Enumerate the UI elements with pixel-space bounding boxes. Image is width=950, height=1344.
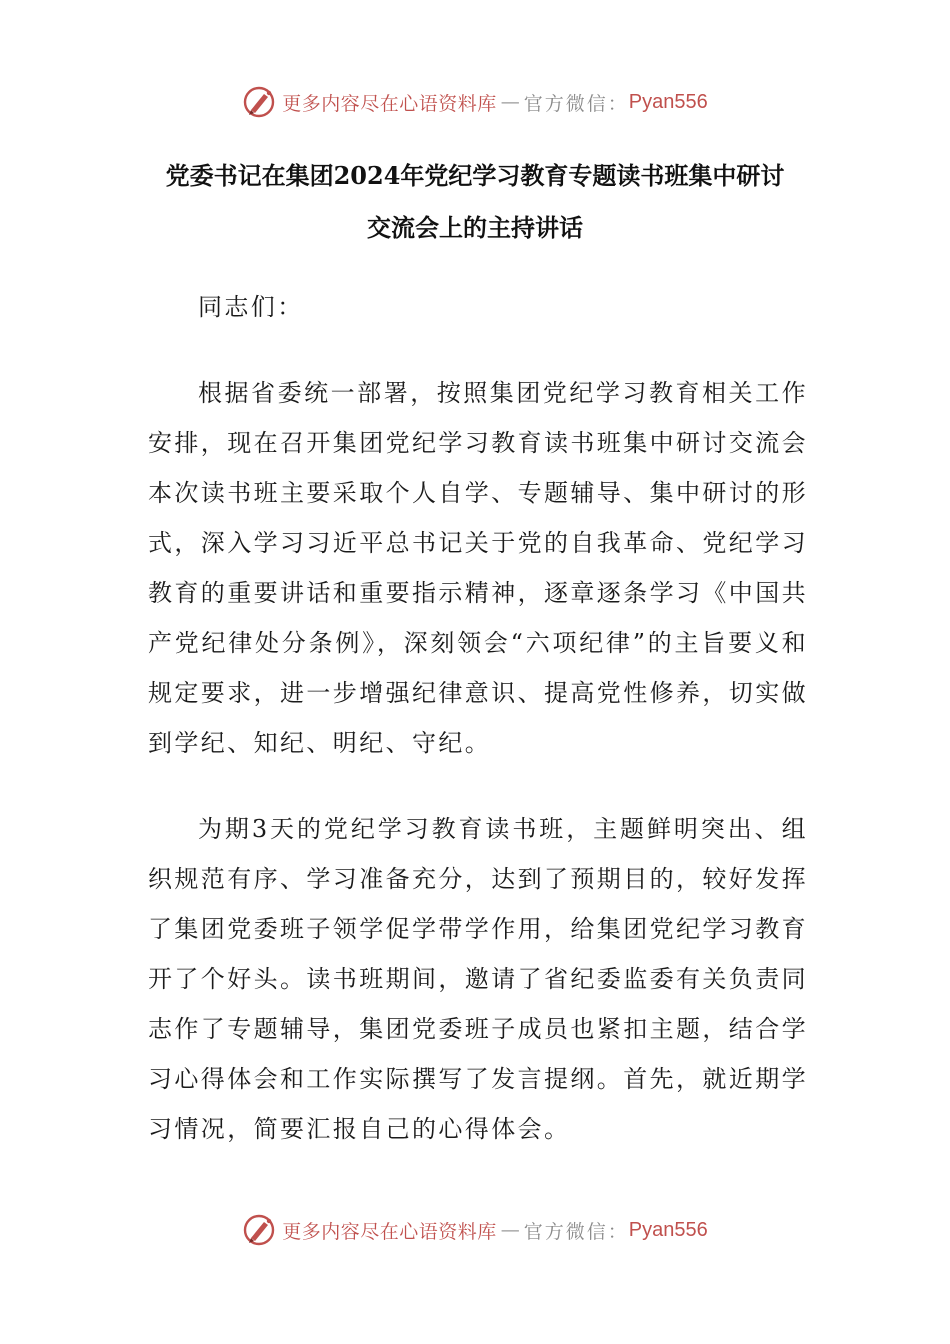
banner-label: 官方微信： (523, 92, 629, 115)
document-body (148, 282, 808, 1190)
paragraph-2: 为期3天的党纪学习教育读书班，主题鲜明突出、组织规范有序、学习准备充分，达到了预期目的，较好发挥了集团党委班子领学促学带学作用，给集团党纪学习教育开了个好头。读书班期间，邀请了省纪委监委有关负责同志作了专题辅导，集团党委班子成员也紧扣主题，结合学习心得体会和工作实际撰写了发言提纲。首先，就近期学习情况，简要汇报自己的心得体会。 (148, 815, 808, 1143)
salutation: 同志们： (198, 293, 304, 321)
title-line-1: 党委书记在集团2024年党纪学习教育专题读书班集中研讨 (165, 161, 785, 190)
banner-label: 官方微信： (523, 1220, 629, 1243)
banner-text: 更多内容尽在心语资料库 (282, 1220, 497, 1243)
footer-banner (0, 1208, 950, 1252)
banner-wechat-id: Pyan556 (628, 1218, 708, 1241)
document-title (120, 150, 830, 254)
paragraph-1: 根据省委统一部署，按照集团党纪学习教育相关工作安排，现在召开集团党纪学习教育读书班集中研讨交流会本次读书班主要采取个人自学、专题辅导、集中研讨的形式，深入学习习近平总书记关于党的自我革命、党纪学习教育的重要讲话和重要指示精神，逐章逐条学习《中国共产党纪律处分条例》，深刻领会“六项纪律”的主旨要义和规定要求，进一步增强纪律意识、提高党性修养，切实做到学纪、知纪、明纪、守纪。 (148, 379, 808, 757)
banner-dash: — (500, 91, 520, 113)
header-banner (0, 80, 950, 124)
banner-wechat-id: Pyan556 (628, 90, 708, 113)
pen-logo-icon (242, 1213, 276, 1247)
pen-logo-icon (242, 85, 276, 119)
title-line-2: 交流会上的主持讲话 (367, 213, 583, 242)
banner-dash: — (500, 1219, 520, 1241)
banner-text: 更多内容尽在心语资料库 (282, 92, 497, 115)
